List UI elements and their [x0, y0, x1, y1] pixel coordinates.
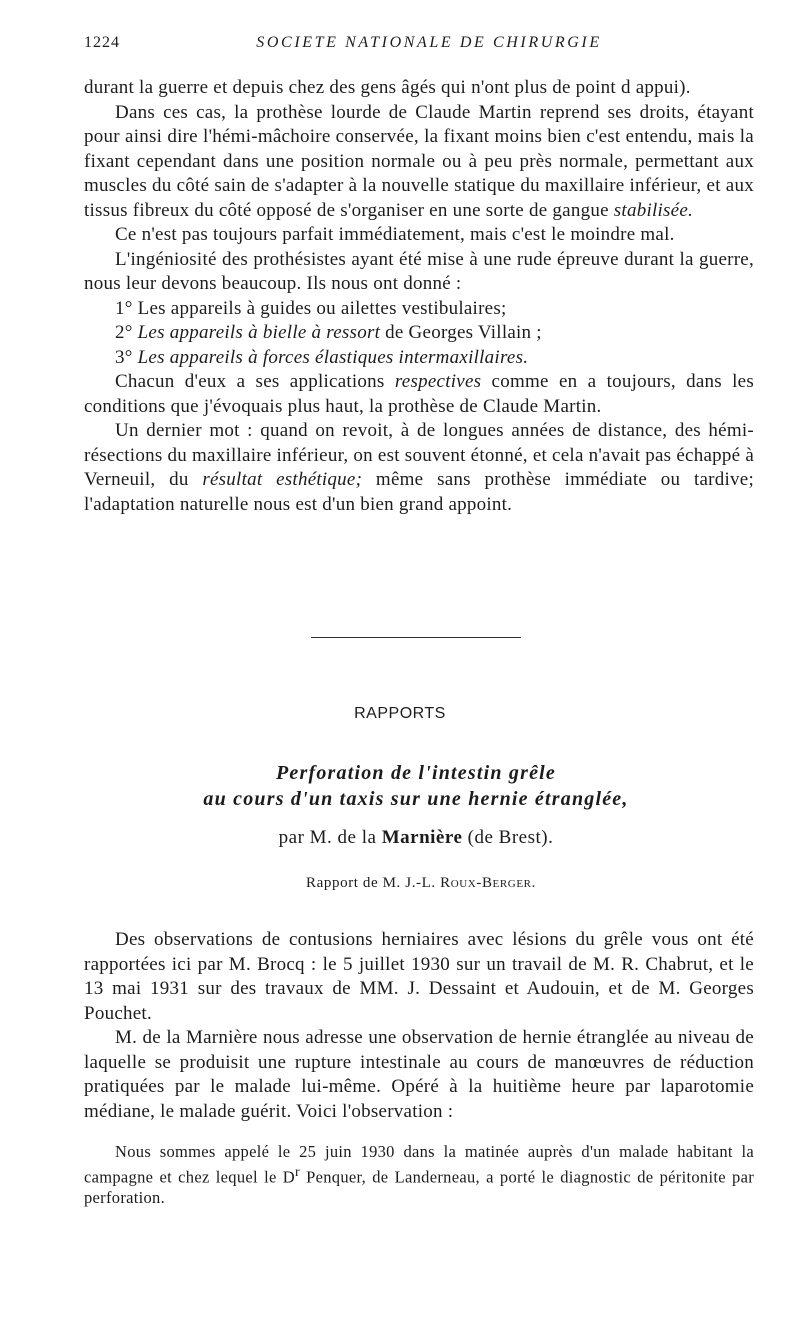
report-author	[0, 875, 800, 892]
superscript: r	[295, 1164, 300, 1179]
paragraph	[84, 1142, 754, 1208]
paragraph-text: comme en a toujours, dans les conditions que j'évoquais plus haut, la prothèse de Claude Martin.	[84, 371, 755, 417]
paragraph-text: Nous sommes appelé le 25 juin 1930 dans la matinée auprès d'un malade habitant la campagne et chez lequel le D	[84, 1142, 754, 1187]
paragraph: L'ingéniosité des prothésistes ayant été mise à une rude épreuve durant la guerre, nous leur devons beaucoup. Ils nous ont donné :	[84, 248, 754, 294]
article-title-line: au cours d'un taxis sur une hernie étranglée,	[203, 788, 629, 810]
body-text	[84, 76, 754, 517]
emphasis: résultat esthétique;	[202, 469, 363, 490]
paragraph: Ce n'est pas toujours parfait immédiatement, mais c'est le moindre mal.	[115, 224, 675, 245]
byline-suffix: (de Brest).	[467, 827, 554, 848]
paragraph: durant la guerre et depuis chez des gens âgés qui n'ont plus de point d appui).	[84, 77, 691, 98]
emphasis: Les appareils à forces élastiques intermaxillaires.	[137, 346, 529, 368]
section-heading: RAPPORTS	[354, 705, 446, 722]
running-header	[84, 34, 754, 58]
paragraph: M. de la Marnière nous adresse une observation de hernie étranglée au niveau de laquelle se produisit une rupture intestinale au cours de manœuvres de réduction pratiquées par le malade lui-même. Opéré à la huitième heure par laparotomie médiane, le malade guérit. Voici l'observation :	[84, 1027, 754, 1122]
paragraph-text: Chacun d'eux a ses applications	[115, 371, 385, 392]
byline	[0, 827, 800, 849]
paragraph	[84, 370, 754, 419]
author-name: Marnière	[381, 827, 463, 848]
paragraph-text: même sans prothèse immédiate ou tardive; l'adaptation naturelle nous est d'un bien grand appoint.	[84, 469, 754, 515]
section-divider	[311, 637, 521, 638]
list-item: 1° Les appareils à guides ou ailettes vestibulaires;	[115, 297, 507, 319]
running-title: SOCIETE NATIONALE DE CHIRURGIE	[256, 34, 602, 51]
byline-prefix: par M. de la	[278, 827, 377, 848]
report-body	[84, 928, 754, 1124]
paragraph-text: Dans ces cas, la prothèse lourde de Claude Martin reprend ses droits, étayant pour ainsi dire l'hémi-mâchoire conservée, la fixant moins bien c'est entendu, mais la fixant cependant dans une position normale ou à peu près normale, permettant aux muscles du côté sain de s'adapter à la nouvelle statique du maxillaire inférieur, et aux tissus fibreux du côté opposé de s'organiser en une sorte de gangue	[84, 101, 754, 221]
paragraph: Des observations de contusions herniaires avec lésions du grêle vous ont été rapportées ici par M. Brocq : le 5 juillet 1930 sur un travail de M. R. Chabrut, et le 13 mai 1931 sur des travaux de MM. J. Dessaint et Audouin, et de M. Georges Pouchet.	[84, 929, 754, 1024]
paragraph-text: Un dernier mot : quand on revoit, à de longues années de distance, des hémi-résections du maxillaire inférieur, on est souvent étonné, et cela n'avait pas échappé à Verneuil, du	[84, 420, 754, 490]
list-item	[84, 321, 754, 346]
page-number: 1224	[84, 34, 120, 51]
paragraph-text: Penquer, de Landerneau, a porté le diagnostic de péritonite par perforation.	[84, 1167, 755, 1207]
reporter-name: Roux-Berger.	[440, 875, 536, 891]
emphasis: Les appareils à bielle à ressort	[137, 322, 381, 343]
article-title	[0, 760, 800, 812]
observation-text	[84, 1142, 754, 1208]
list-number: 2°	[115, 322, 133, 343]
list-item	[84, 346, 754, 371]
emphasis: stabilisée.	[613, 199, 694, 221]
article-title-line: Perforation de l'intestin grêle	[276, 762, 556, 784]
emphasis: respectives	[394, 371, 482, 392]
paragraph	[84, 101, 754, 224]
list-number: 3°	[115, 346, 133, 368]
paragraph	[84, 419, 754, 517]
list-text: de Georges Villain ;	[385, 322, 542, 343]
report-prefix: Rapport de M. J.-L.	[306, 875, 436, 891]
